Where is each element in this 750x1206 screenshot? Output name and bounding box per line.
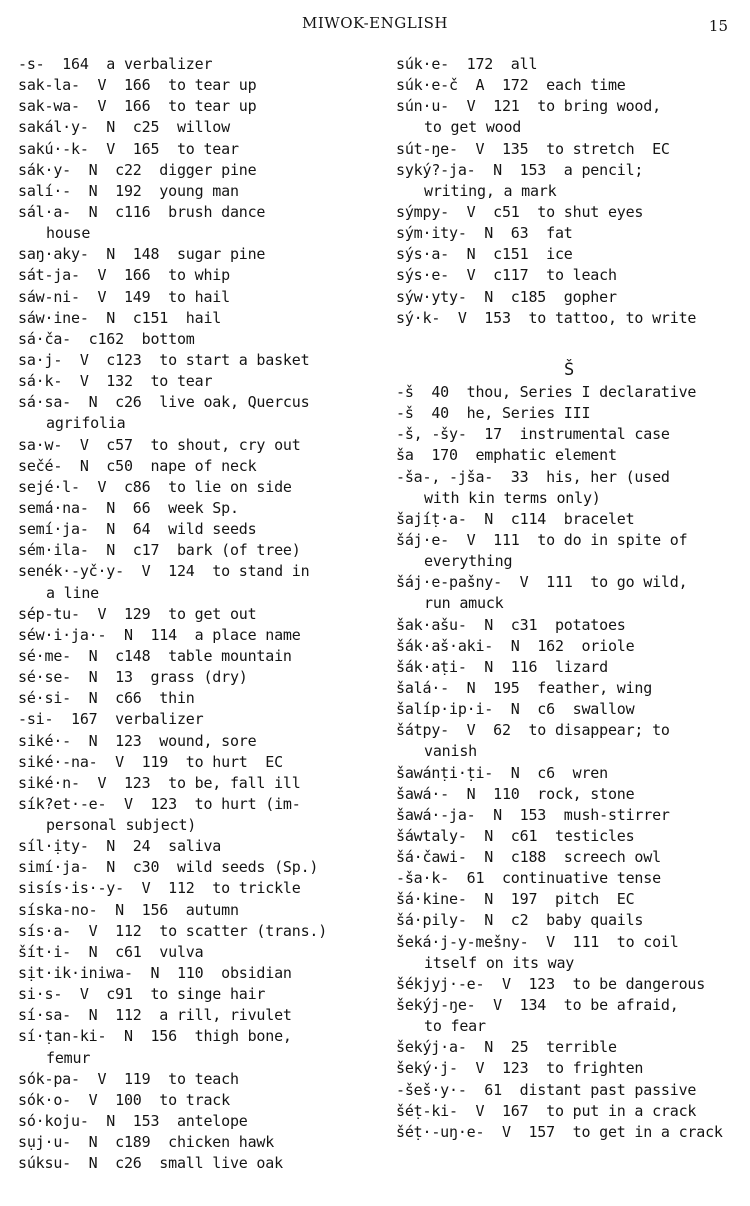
- dictionary-entry: sók·o- V 100 to track: [18, 1090, 230, 1109]
- entry-continuation: to fear: [424, 1017, 486, 1036]
- dictionary-entry: šéṭ·-uŋ·e- V 157 to get in a crack: [396, 1122, 723, 1141]
- dictionary-entry: sís·a- V 112 to scatter (trans.): [18, 921, 328, 940]
- dictionary-entry: sép-tu- V 129 to get out: [18, 604, 257, 623]
- dictionary-entry: šák·aṭi- N 116 lizard: [396, 657, 608, 676]
- right-column: [396, 54, 742, 1143]
- dictionary-entry: šajíṭ·a- N c114 bracelet: [396, 509, 635, 528]
- page-header: [0, 14, 750, 38]
- dictionary-entry: siké·-na- V 119 to hurt EC: [18, 752, 283, 771]
- dictionary-entry: sakú·-k- V 165 to tear: [18, 139, 239, 158]
- dictionary-entry: sút-ŋe- V 135 to stretch EC: [396, 139, 670, 158]
- dictionary-entry: šalíp·ip·i- N c6 swallow: [396, 700, 635, 719]
- entry-continuation: agrifolia: [46, 414, 126, 433]
- dictionary-entry: semá·na- N 66 week Sp.: [18, 498, 239, 517]
- running-head: MIWOK-ENGLISH: [302, 14, 448, 32]
- dictionary-entry: šátpy- V 62 to disappear; to: [396, 721, 670, 740]
- dictionary-entry: šá·pily- N c2 baby quails: [396, 911, 644, 930]
- dictionary-entry: sík?et·-e- V 123 to hurt (im-: [18, 794, 301, 813]
- entry-continuation: personal subject): [46, 816, 197, 835]
- dictionary-entry: -š 40 thou, Series I declarative: [396, 382, 697, 401]
- dictionary-entry: šáj·e-pašny- V 111 to go wild,: [396, 573, 688, 592]
- dictionary-entry: sisís·is·-y- V 112 to trickle: [18, 879, 301, 898]
- dictionary-entry: sýw·yty- N c185 gopher: [396, 287, 617, 306]
- dictionary-entry: šéṭ-ki- V 167 to put in a crack: [396, 1101, 697, 1120]
- dictionary-entry: sý·k- V 153 to tattoo, to write: [396, 308, 697, 327]
- entry-continuation: itself on its way: [424, 953, 575, 972]
- dictionary-entry: sịt·ik·iniwa- N 110 obsidian: [18, 964, 292, 983]
- dictionary-entry: si·s- V c91 to singe hair: [18, 985, 266, 1004]
- entry-continuation: writing, a mark: [424, 181, 557, 200]
- dictionary-entry: saŋ·aky- N 148 sugar pine: [18, 245, 266, 264]
- dictionary-entry: siké·- N 123 wound, sore: [18, 731, 257, 750]
- dictionary-entry: sa·j- V c123 to start a basket: [18, 350, 310, 369]
- left-column: [18, 54, 378, 1174]
- dictionary-entry: súk·e-č A 172 each time: [396, 76, 626, 95]
- dictionary-entry: sí·ṭan-ki- N 156 thigh bone,: [18, 1027, 292, 1046]
- dictionary-entry: sáw·ine- N c151 hail: [18, 308, 222, 327]
- dictionary-entry: šák·aš·aki- N 162 oriole: [396, 636, 635, 655]
- dictionary-entry: sejé·l- V c86 to lie on side: [18, 477, 292, 496]
- dictionary-entry: sýmpy- V c51 to shut eyes: [396, 202, 644, 221]
- dictionary-entry: sak-la- V 166 to tear up: [18, 76, 257, 95]
- dictionary-entry: sí·sa- N 112 a rill, rivulet: [18, 1006, 292, 1025]
- dictionary-entry: sók-pa- V 119 to teach: [18, 1069, 239, 1088]
- dictionary-entry: siké·n- V 123 to be, fall ill: [18, 773, 301, 792]
- dictionary-entry: -ša-, -jša- 33 his, her (used: [396, 467, 670, 486]
- dictionary-entry: -si- 167 verbalizer: [18, 710, 204, 729]
- dictionary-entry: šáwtaly- N c61 testicles: [396, 826, 635, 845]
- entry-continuation: vanish: [424, 742, 477, 761]
- dictionary-entry: sé·se- N 13 grass (dry): [18, 668, 248, 687]
- dictionary-entry: šékjyj·-e- V 123 to be dangerous: [396, 974, 706, 993]
- dictionary-entry: šak·ašu- N c31 potatoes: [396, 615, 626, 634]
- dictionary-entry: sá·k- V 132 to tear: [18, 372, 213, 391]
- dictionary-entry: sak-wa- V 166 to tear up: [18, 97, 257, 116]
- dictionary-entry: sečé- N c50 nape of neck: [18, 456, 257, 475]
- dictionary-entry: síska-no- N 156 autumn: [18, 900, 239, 919]
- dictionary-entry: šáj·e- V 111 to do in spite of: [396, 530, 688, 549]
- dictionary-entry: šawá·-ja- N 153 mush-stirrer: [396, 805, 670, 824]
- dictionary-entry: -s- 164 a verbalizer: [18, 55, 213, 73]
- dictionary-entry: šeká·j-y-mešny- V 111 to coil: [396, 932, 679, 951]
- dictionary-entry: súk·e- 172 all: [396, 55, 538, 73]
- page-number: 15: [708, 17, 728, 35]
- dictionary-entry: -šeš·y·- 61 distant past passive: [396, 1080, 697, 1099]
- dictionary-entry: šawánṭi·ṭi- N c6 wren: [396, 763, 608, 782]
- dictionary-entry: só·koju- N 153 antelope: [18, 1112, 248, 1131]
- dictionary-entry: šá·čawi- N c188 screech owl: [396, 848, 661, 867]
- dictionary-entry: -ša·k- 61 continuative tense: [396, 869, 661, 888]
- right-column-entries-sh: [396, 382, 742, 1143]
- section-letter: Š: [563, 359, 575, 380]
- dictionary-entry: sún·u- V 121 to bring wood,: [396, 97, 661, 116]
- dictionary-entry: séw·i·ja·- N 114 a place name: [18, 625, 301, 644]
- dictionary-entry: syký?-ja- N 153 a pencil;: [396, 160, 644, 179]
- dictionary-entry: sáw-ni- V 149 to hail: [18, 287, 230, 306]
- dictionary-entry: sa·w- V c57 to shout, cry out: [18, 435, 301, 454]
- dictionary-entry: šawá·- N 110 rock, stone: [396, 784, 635, 803]
- dictionary-entry: sakál·y- N c25 willow: [18, 118, 230, 137]
- dictionary-entry: -š 40 he, Series III: [396, 404, 591, 423]
- dictionary-entry: sák·y- N c22 digger pine: [18, 160, 257, 179]
- dictionary-entry: síl·ịty- N 24 saliva: [18, 837, 222, 856]
- dictionary-entry: sál·a- N c116 brush dance: [18, 202, 266, 221]
- entry-continuation: run amuck: [424, 594, 504, 613]
- entry-continuation: to get wood: [424, 118, 522, 137]
- entry-continuation: everything: [424, 552, 513, 571]
- dictionary-entry: sýs·e- V c117 to leach: [396, 266, 617, 285]
- dictionary-entry: šekýj-ŋe- V 134 to be afraid,: [396, 996, 679, 1015]
- dictionary-entry: súksu- N c26 small live oak: [18, 1154, 283, 1173]
- section-gap: [396, 329, 742, 350]
- dictionary-entry: salí·- N 192 young man: [18, 181, 239, 200]
- dictionary-entry: -š, -šy- 17 instrumental case: [396, 425, 670, 444]
- dictionary-entry: šalá·- N 195 feather, wing: [396, 678, 653, 697]
- dictionary-entry: sá·ča- c162 bottom: [18, 329, 195, 348]
- dictionary-entry: ša 170 emphatic element: [396, 446, 617, 465]
- entry-continuation: femur: [46, 1048, 91, 1067]
- dictionary-entry: sém·ila- N c17 bark (of tree): [18, 541, 301, 560]
- dictionary-entry: sé·me- N c148 table mountain: [18, 646, 292, 665]
- entry-continuation: house: [46, 224, 91, 243]
- dictionary-entry: šít·i- N c61 vulva: [18, 942, 204, 961]
- dictionary-entry: sé·si- N c66 thin: [18, 689, 195, 708]
- dictionary-entry: sýs·a- N c151 ice: [396, 245, 573, 264]
- dictionary-entry: sá·sa- N c26 live oak, Quercus: [18, 393, 310, 412]
- entry-continuation: a line: [46, 583, 99, 602]
- dictionary-entry: simí·ja- N c30 wild seeds (Sp.): [18, 858, 319, 877]
- dictionary-entry: sým·ity- N 63 fat: [396, 224, 573, 243]
- dictionary-entry: sát-ja- V 166 to whip: [18, 266, 230, 285]
- dictionary-entry: semí·ja- N 64 wild seeds: [18, 520, 257, 539]
- dictionary-entry: šá·kine- N 197 pitch EC: [396, 890, 635, 909]
- dictionary-entry: sụj·u- N c189 chicken hawk: [18, 1133, 275, 1152]
- dictionary-entry: senék·-yč·y- V 124 to stand in: [18, 562, 310, 581]
- dictionary-entry: šeký·j- V 123 to frighten: [396, 1059, 644, 1078]
- right-column-entries-s: [396, 54, 742, 329]
- entry-continuation: with kin terms only): [424, 488, 601, 507]
- dictionary-entry: šekýj·a- N 25 terrible: [396, 1038, 617, 1057]
